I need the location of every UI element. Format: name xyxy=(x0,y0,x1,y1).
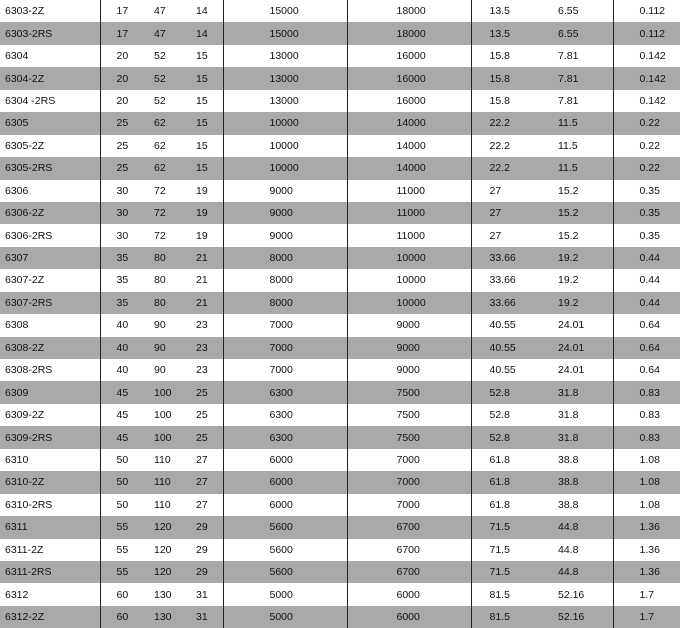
width-cell: 27 xyxy=(196,498,208,511)
bore-diameter-cell: 35 xyxy=(100,269,140,291)
grease-speed-limit-cell: 10000 xyxy=(223,112,347,134)
width-cell: 25 xyxy=(196,409,208,422)
width-cell: 19 xyxy=(181,202,223,224)
bore-diameter-cell: 50 xyxy=(100,471,140,493)
weight-cell: 0.22 xyxy=(613,112,680,134)
weight-cell: 0.83 xyxy=(613,426,680,448)
table-row xyxy=(0,583,680,605)
grease-speed-limit-cell: 10000 xyxy=(223,135,347,157)
width-cell: 31 xyxy=(196,588,208,601)
grease-speed-limit-cell: 6300 xyxy=(223,426,347,448)
bore-diameter-cell: 30 xyxy=(100,202,140,224)
width-cell: 21 xyxy=(196,274,208,287)
width-cell: 15 xyxy=(181,67,223,89)
bore-diameter-cell: 20 xyxy=(100,90,140,112)
bearing-model-cell: 6304 -2RS xyxy=(5,94,56,107)
oil-speed-limit-cell: 10000 xyxy=(347,247,471,269)
oil-speed-limit-cell: 14000 xyxy=(347,112,471,134)
static-load-rating-cell: 19.2 xyxy=(546,292,613,314)
dynamic-load-rating-cell: 40.55 xyxy=(471,359,546,381)
bore-diameter-cell: 30 xyxy=(100,224,140,246)
bearing-model-cell: 6310-2RS xyxy=(5,498,53,511)
dynamic-load-rating-cell: 81.5 xyxy=(471,583,546,605)
static-load-rating-cell: 24.01 xyxy=(558,319,585,332)
static-load-rating-cell: 15.2 xyxy=(546,202,613,224)
bore-diameter-cell: 25 xyxy=(100,135,140,157)
grease-speed-limit-cell: 10000 xyxy=(223,157,347,179)
oil-speed-limit-cell: 10000 xyxy=(347,269,471,291)
table-row xyxy=(0,471,680,493)
width-cell: 27 xyxy=(196,453,208,466)
table-row xyxy=(0,45,680,67)
width-cell: 23 xyxy=(196,364,208,377)
table-row xyxy=(0,292,680,314)
oil-speed-limit-cell: 7000 xyxy=(347,449,471,471)
grease-speed-limit-cell: 5000 xyxy=(223,583,347,605)
static-load-rating-cell: 44.8 xyxy=(558,543,579,556)
static-load-rating-cell: 31.8 xyxy=(546,381,613,403)
bearing-model-cell: 6310 xyxy=(5,453,29,466)
bore-diameter-cell: 17 xyxy=(100,0,140,22)
dynamic-load-rating-cell: 61.8 xyxy=(471,494,546,516)
dynamic-load-rating-cell: 52.8 xyxy=(471,426,546,448)
oil-speed-limit-cell: 6700 xyxy=(347,539,471,561)
table-row xyxy=(0,561,680,583)
static-load-rating-cell: 15.2 xyxy=(558,184,579,197)
outer-diameter-cell: 100 xyxy=(154,409,172,422)
grease-speed-limit-cell: 7000 xyxy=(223,337,347,359)
static-load-rating-cell: 6.55 xyxy=(558,5,579,18)
bearing-model-cell: 6308 xyxy=(5,319,29,332)
bore-diameter-cell: 55 xyxy=(100,539,140,561)
bearing-model-cell: 6311-2Z xyxy=(5,543,44,556)
oil-speed-limit-cell: 7000 xyxy=(347,494,471,516)
table-row xyxy=(0,247,680,269)
dynamic-load-rating-cell: 22.2 xyxy=(471,157,546,179)
table-row xyxy=(0,135,680,157)
static-load-rating-cell: 11.5 xyxy=(546,157,613,179)
table-row xyxy=(0,0,680,22)
table-row xyxy=(0,337,680,359)
grease-speed-limit-cell: 6300 xyxy=(223,381,347,403)
grease-speed-limit-cell: 5600 xyxy=(223,539,347,561)
width-cell: 15 xyxy=(181,112,223,134)
weight-cell: 0.35 xyxy=(613,224,680,246)
outer-diameter-cell: 62 xyxy=(140,157,181,179)
table-row xyxy=(0,404,680,426)
table-row xyxy=(0,202,680,224)
table-row xyxy=(0,381,680,403)
oil-speed-limit-cell: 9000 xyxy=(347,337,471,359)
static-load-rating-cell: 52.16 xyxy=(546,606,613,628)
dynamic-load-rating-cell: 61.8 xyxy=(471,471,546,493)
width-cell: 14 xyxy=(181,22,223,44)
outer-diameter-cell: 47 xyxy=(140,22,181,44)
weight-cell: 0.22 xyxy=(613,135,680,157)
table-row xyxy=(0,224,680,246)
bearing-model-cell: 6307 xyxy=(0,247,100,269)
weight-cell: 0.142 xyxy=(613,90,680,112)
weight-cell: 1.08 xyxy=(613,471,680,493)
oil-speed-limit-cell: 9000 xyxy=(347,359,471,381)
weight-cell: 0.83 xyxy=(613,404,680,426)
outer-diameter-cell: 52 xyxy=(154,94,166,107)
grease-speed-limit-cell: 15000 xyxy=(223,0,347,22)
outer-diameter-cell: 90 xyxy=(140,337,181,359)
grease-speed-limit-cell: 6000 xyxy=(223,471,347,493)
static-load-rating-cell: 15.2 xyxy=(558,229,579,242)
oil-speed-limit-cell: 6700 xyxy=(347,516,471,538)
table-row xyxy=(0,494,680,516)
dynamic-load-rating-cell: 22.2 xyxy=(471,135,546,157)
static-load-rating-cell: 7.81 xyxy=(558,94,579,107)
bore-diameter-cell: 35 xyxy=(100,292,140,314)
weight-cell: 0.64 xyxy=(613,337,680,359)
grease-speed-limit-cell: 13000 xyxy=(223,67,347,89)
table-row xyxy=(0,157,680,179)
oil-speed-limit-cell: 18000 xyxy=(347,0,471,22)
bearing-model-cell: 6303-2Z xyxy=(5,5,45,18)
static-load-rating-cell: 11.5 xyxy=(558,139,578,152)
dynamic-load-rating-cell: 15.8 xyxy=(471,67,546,89)
grease-speed-limit-cell: 5600 xyxy=(223,561,347,583)
bore-diameter-cell: 20 xyxy=(100,45,140,67)
oil-speed-limit-cell: 16000 xyxy=(347,90,471,112)
width-cell: 23 xyxy=(181,337,223,359)
grease-speed-limit-cell: 5600 xyxy=(223,516,347,538)
bearing-model-cell: 6305-2Z xyxy=(5,139,45,152)
static-load-rating-cell: 38.8 xyxy=(558,453,579,466)
oil-speed-limit-cell: 14000 xyxy=(347,157,471,179)
dynamic-load-rating-cell: 13.5 xyxy=(471,0,546,22)
static-load-rating-cell: 7.81 xyxy=(546,67,613,89)
outer-diameter-cell: 47 xyxy=(154,5,166,18)
dynamic-load-rating-cell: 13.5 xyxy=(471,22,546,44)
static-load-rating-cell: 11.5 xyxy=(546,112,613,134)
bearing-model-cell: 6306-2RS xyxy=(5,229,53,242)
table-row xyxy=(0,90,680,112)
dynamic-load-rating-cell: 40.55 xyxy=(471,314,546,336)
grease-speed-limit-cell: 7000 xyxy=(223,359,347,381)
static-load-rating-cell: 6.55 xyxy=(546,22,613,44)
weight-cell: 1.7 xyxy=(613,606,680,628)
dynamic-load-rating-cell: 15.8 xyxy=(471,90,546,112)
bearing-model-cell: 6310-2Z xyxy=(0,471,100,493)
bearing-model-cell: 6306 xyxy=(5,184,29,197)
bore-diameter-cell: 20 xyxy=(100,67,140,89)
width-cell: 29 xyxy=(181,561,223,583)
dynamic-load-rating-cell: 81.5 xyxy=(471,606,546,628)
outer-diameter-cell: 120 xyxy=(140,516,181,538)
bearing-model-cell: 6312-2Z xyxy=(0,606,100,628)
weight-cell: 0.35 xyxy=(613,180,680,202)
width-cell: 14 xyxy=(196,5,208,18)
dynamic-load-rating-cell: 71.5 xyxy=(471,561,546,583)
weight-cell: 0.44 xyxy=(613,269,680,291)
oil-speed-limit-cell: 11000 xyxy=(347,180,471,202)
bearing-model-cell: 6306-2Z xyxy=(0,202,100,224)
static-load-rating-cell: 24.01 xyxy=(558,364,585,377)
outer-diameter-cell: 80 xyxy=(154,274,166,287)
bearing-model-cell: 6311 xyxy=(0,516,100,538)
bearing-model-cell: 6305 xyxy=(0,112,100,134)
width-cell: 25 xyxy=(181,426,223,448)
width-cell: 29 xyxy=(196,543,208,556)
width-cell: 21 xyxy=(181,292,223,314)
weight-cell: 0.64 xyxy=(613,314,680,336)
bore-diameter-cell: 35 xyxy=(100,247,140,269)
oil-speed-limit-cell: 11000 xyxy=(347,202,471,224)
bearing-model-cell: 6308-2RS xyxy=(5,364,53,377)
dynamic-load-rating-cell: 27 xyxy=(471,224,546,246)
dynamic-load-rating-cell: 27 xyxy=(471,202,546,224)
width-cell: 23 xyxy=(196,319,208,332)
oil-speed-limit-cell: 6700 xyxy=(347,561,471,583)
bore-diameter-cell: 60 xyxy=(100,606,140,628)
static-load-rating-cell: 19.2 xyxy=(546,247,613,269)
oil-speed-limit-cell: 7500 xyxy=(347,381,471,403)
table-row xyxy=(0,112,680,134)
dynamic-load-rating-cell: 40.55 xyxy=(471,337,546,359)
dynamic-load-rating-cell: 71.5 xyxy=(471,539,546,561)
bearing-model-cell: 6307-2Z xyxy=(5,274,45,287)
oil-speed-limit-cell: 14000 xyxy=(347,135,471,157)
width-cell: 21 xyxy=(181,247,223,269)
bearing-model-cell: 6311-2RS xyxy=(0,561,100,583)
oil-speed-limit-cell: 16000 xyxy=(347,67,471,89)
outer-diameter-cell: 80 xyxy=(140,247,181,269)
weight-cell: 0.44 xyxy=(613,292,680,314)
weight-cell: 0.112 xyxy=(613,0,680,22)
bearing-model-cell: 6305-2RS xyxy=(0,157,100,179)
grease-speed-limit-cell: 9000 xyxy=(223,224,347,246)
table-row xyxy=(0,180,680,202)
static-load-rating-cell: 38.8 xyxy=(546,471,613,493)
table-row xyxy=(0,269,680,291)
table-row xyxy=(0,449,680,471)
table-row xyxy=(0,606,680,628)
width-cell: 15 xyxy=(196,139,208,152)
bearing-model-cell: 6303-2RS xyxy=(0,22,100,44)
width-cell: 27 xyxy=(181,471,223,493)
width-cell: 19 xyxy=(196,229,208,242)
width-cell: 15 xyxy=(196,94,208,107)
outer-diameter-cell: 100 xyxy=(140,426,181,448)
width-cell: 25 xyxy=(181,381,223,403)
weight-cell: 0.142 xyxy=(613,45,680,67)
bore-diameter-cell: 45 xyxy=(100,426,140,448)
outer-diameter-cell: 72 xyxy=(154,184,166,197)
dynamic-load-rating-cell: 22.2 xyxy=(471,112,546,134)
bore-diameter-cell: 25 xyxy=(100,112,140,134)
grease-speed-limit-cell: 8000 xyxy=(223,269,347,291)
weight-cell: 1.36 xyxy=(613,539,680,561)
outer-diameter-cell: 130 xyxy=(140,606,181,628)
weight-cell: 0.35 xyxy=(613,202,680,224)
grease-speed-limit-cell: 13000 xyxy=(223,90,347,112)
oil-speed-limit-cell: 7000 xyxy=(347,471,471,493)
oil-speed-limit-cell: 6000 xyxy=(347,583,471,605)
oil-speed-limit-cell: 11000 xyxy=(347,224,471,246)
oil-speed-limit-cell: 7500 xyxy=(347,426,471,448)
dynamic-load-rating-cell: 27 xyxy=(471,180,546,202)
bore-diameter-cell: 55 xyxy=(100,516,140,538)
bearing-model-cell: 6304 xyxy=(5,50,29,63)
dynamic-load-rating-cell: 61.8 xyxy=(471,449,546,471)
bearing-model-cell: 6307-2RS xyxy=(0,292,100,314)
outer-diameter-cell: 100 xyxy=(140,381,181,403)
weight-cell: 0.22 xyxy=(613,157,680,179)
outer-diameter-cell: 110 xyxy=(140,471,181,493)
oil-speed-limit-cell: 9000 xyxy=(347,314,471,336)
weight-cell: 0.83 xyxy=(613,381,680,403)
bearing-model-cell: 6304-2Z xyxy=(0,67,100,89)
bore-diameter-cell: 45 xyxy=(100,381,140,403)
oil-speed-limit-cell: 7500 xyxy=(347,404,471,426)
outer-diameter-cell: 52 xyxy=(140,67,181,89)
grease-speed-limit-cell: 7000 xyxy=(223,314,347,336)
weight-cell: 1.08 xyxy=(613,449,680,471)
outer-diameter-cell: 62 xyxy=(154,139,166,152)
static-load-rating-cell: 52.16 xyxy=(558,588,585,601)
oil-speed-limit-cell: 16000 xyxy=(347,45,471,67)
static-load-rating-cell: 7.81 xyxy=(558,50,579,63)
outer-diameter-cell: 80 xyxy=(140,292,181,314)
grease-speed-limit-cell: 13000 xyxy=(223,45,347,67)
grease-speed-limit-cell: 8000 xyxy=(223,292,347,314)
dynamic-load-rating-cell: 52.8 xyxy=(471,381,546,403)
outer-diameter-cell: 62 xyxy=(140,112,181,134)
outer-diameter-cell: 72 xyxy=(154,229,166,242)
grease-speed-limit-cell: 5000 xyxy=(223,606,347,628)
grease-speed-limit-cell: 8000 xyxy=(223,247,347,269)
table-row xyxy=(0,426,680,448)
oil-speed-limit-cell: 10000 xyxy=(347,292,471,314)
static-load-rating-cell: 44.8 xyxy=(546,516,613,538)
weight-cell: 1.36 xyxy=(613,561,680,583)
table-row xyxy=(0,516,680,538)
dynamic-load-rating-cell: 52.8 xyxy=(471,404,546,426)
bearing-model-cell: 6309-2RS xyxy=(0,426,100,448)
table-row xyxy=(0,22,680,44)
dynamic-load-rating-cell: 33.66 xyxy=(471,269,546,291)
oil-speed-limit-cell: 6000 xyxy=(347,606,471,628)
grease-speed-limit-cell: 9000 xyxy=(223,202,347,224)
bore-diameter-cell: 45 xyxy=(100,404,140,426)
table-row xyxy=(0,359,680,381)
bore-diameter-cell: 60 xyxy=(100,583,140,605)
weight-cell: 1.36 xyxy=(613,516,680,538)
bore-diameter-cell: 25 xyxy=(100,157,140,179)
width-cell: 15 xyxy=(181,157,223,179)
grease-speed-limit-cell: 6000 xyxy=(223,449,347,471)
static-load-rating-cell: 44.8 xyxy=(546,561,613,583)
bearing-model-cell: 6312 xyxy=(5,588,29,601)
weight-cell: 0.142 xyxy=(613,67,680,89)
bore-diameter-cell: 17 xyxy=(100,22,140,44)
bore-diameter-cell: 55 xyxy=(100,561,140,583)
bore-diameter-cell: 50 xyxy=(100,449,140,471)
bore-diameter-cell: 40 xyxy=(100,337,140,359)
table-row xyxy=(0,314,680,336)
bore-diameter-cell: 40 xyxy=(100,359,140,381)
bore-diameter-cell: 40 xyxy=(100,314,140,336)
bearing-model-cell: 6309 xyxy=(0,381,100,403)
static-load-rating-cell: 24.01 xyxy=(546,337,613,359)
weight-cell: 0.112 xyxy=(613,22,680,44)
static-load-rating-cell: 19.2 xyxy=(558,274,579,287)
dynamic-load-rating-cell: 71.5 xyxy=(471,516,546,538)
grease-speed-limit-cell: 6300 xyxy=(223,404,347,426)
outer-diameter-cell: 130 xyxy=(154,588,172,601)
static-load-rating-cell: 31.8 xyxy=(546,426,613,448)
bearing-model-cell: 6309-2Z xyxy=(5,409,45,422)
width-cell: 15 xyxy=(196,50,208,63)
static-load-rating-cell: 38.8 xyxy=(558,498,579,511)
dynamic-load-rating-cell: 15.8 xyxy=(471,45,546,67)
weight-cell: 1.7 xyxy=(613,583,680,605)
outer-diameter-cell: 90 xyxy=(154,319,166,332)
oil-speed-limit-cell: 18000 xyxy=(347,22,471,44)
table-row xyxy=(0,539,680,561)
outer-diameter-cell: 72 xyxy=(140,202,181,224)
grease-speed-limit-cell: 15000 xyxy=(223,22,347,44)
outer-diameter-cell: 120 xyxy=(140,561,181,583)
grease-speed-limit-cell: 9000 xyxy=(223,180,347,202)
weight-cell: 0.44 xyxy=(613,247,680,269)
dynamic-load-rating-cell: 33.66 xyxy=(471,247,546,269)
outer-diameter-cell: 120 xyxy=(154,543,172,556)
outer-diameter-cell: 110 xyxy=(154,453,171,466)
bore-diameter-cell: 30 xyxy=(100,180,140,202)
bore-diameter-cell: 50 xyxy=(100,494,140,516)
width-cell: 31 xyxy=(181,606,223,628)
dynamic-load-rating-cell: 33.66 xyxy=(471,292,546,314)
grease-speed-limit-cell: 6000 xyxy=(223,494,347,516)
outer-diameter-cell: 52 xyxy=(154,50,166,63)
weight-cell: 0.64 xyxy=(613,359,680,381)
weight-cell: 1.08 xyxy=(613,494,680,516)
table-row xyxy=(0,67,680,89)
outer-diameter-cell: 110 xyxy=(154,498,171,511)
width-cell: 19 xyxy=(196,184,208,197)
bearing-model-cell: 6308-2Z xyxy=(0,337,100,359)
static-load-rating-cell: 31.8 xyxy=(558,409,579,422)
width-cell: 29 xyxy=(181,516,223,538)
outer-diameter-cell: 90 xyxy=(154,364,166,377)
